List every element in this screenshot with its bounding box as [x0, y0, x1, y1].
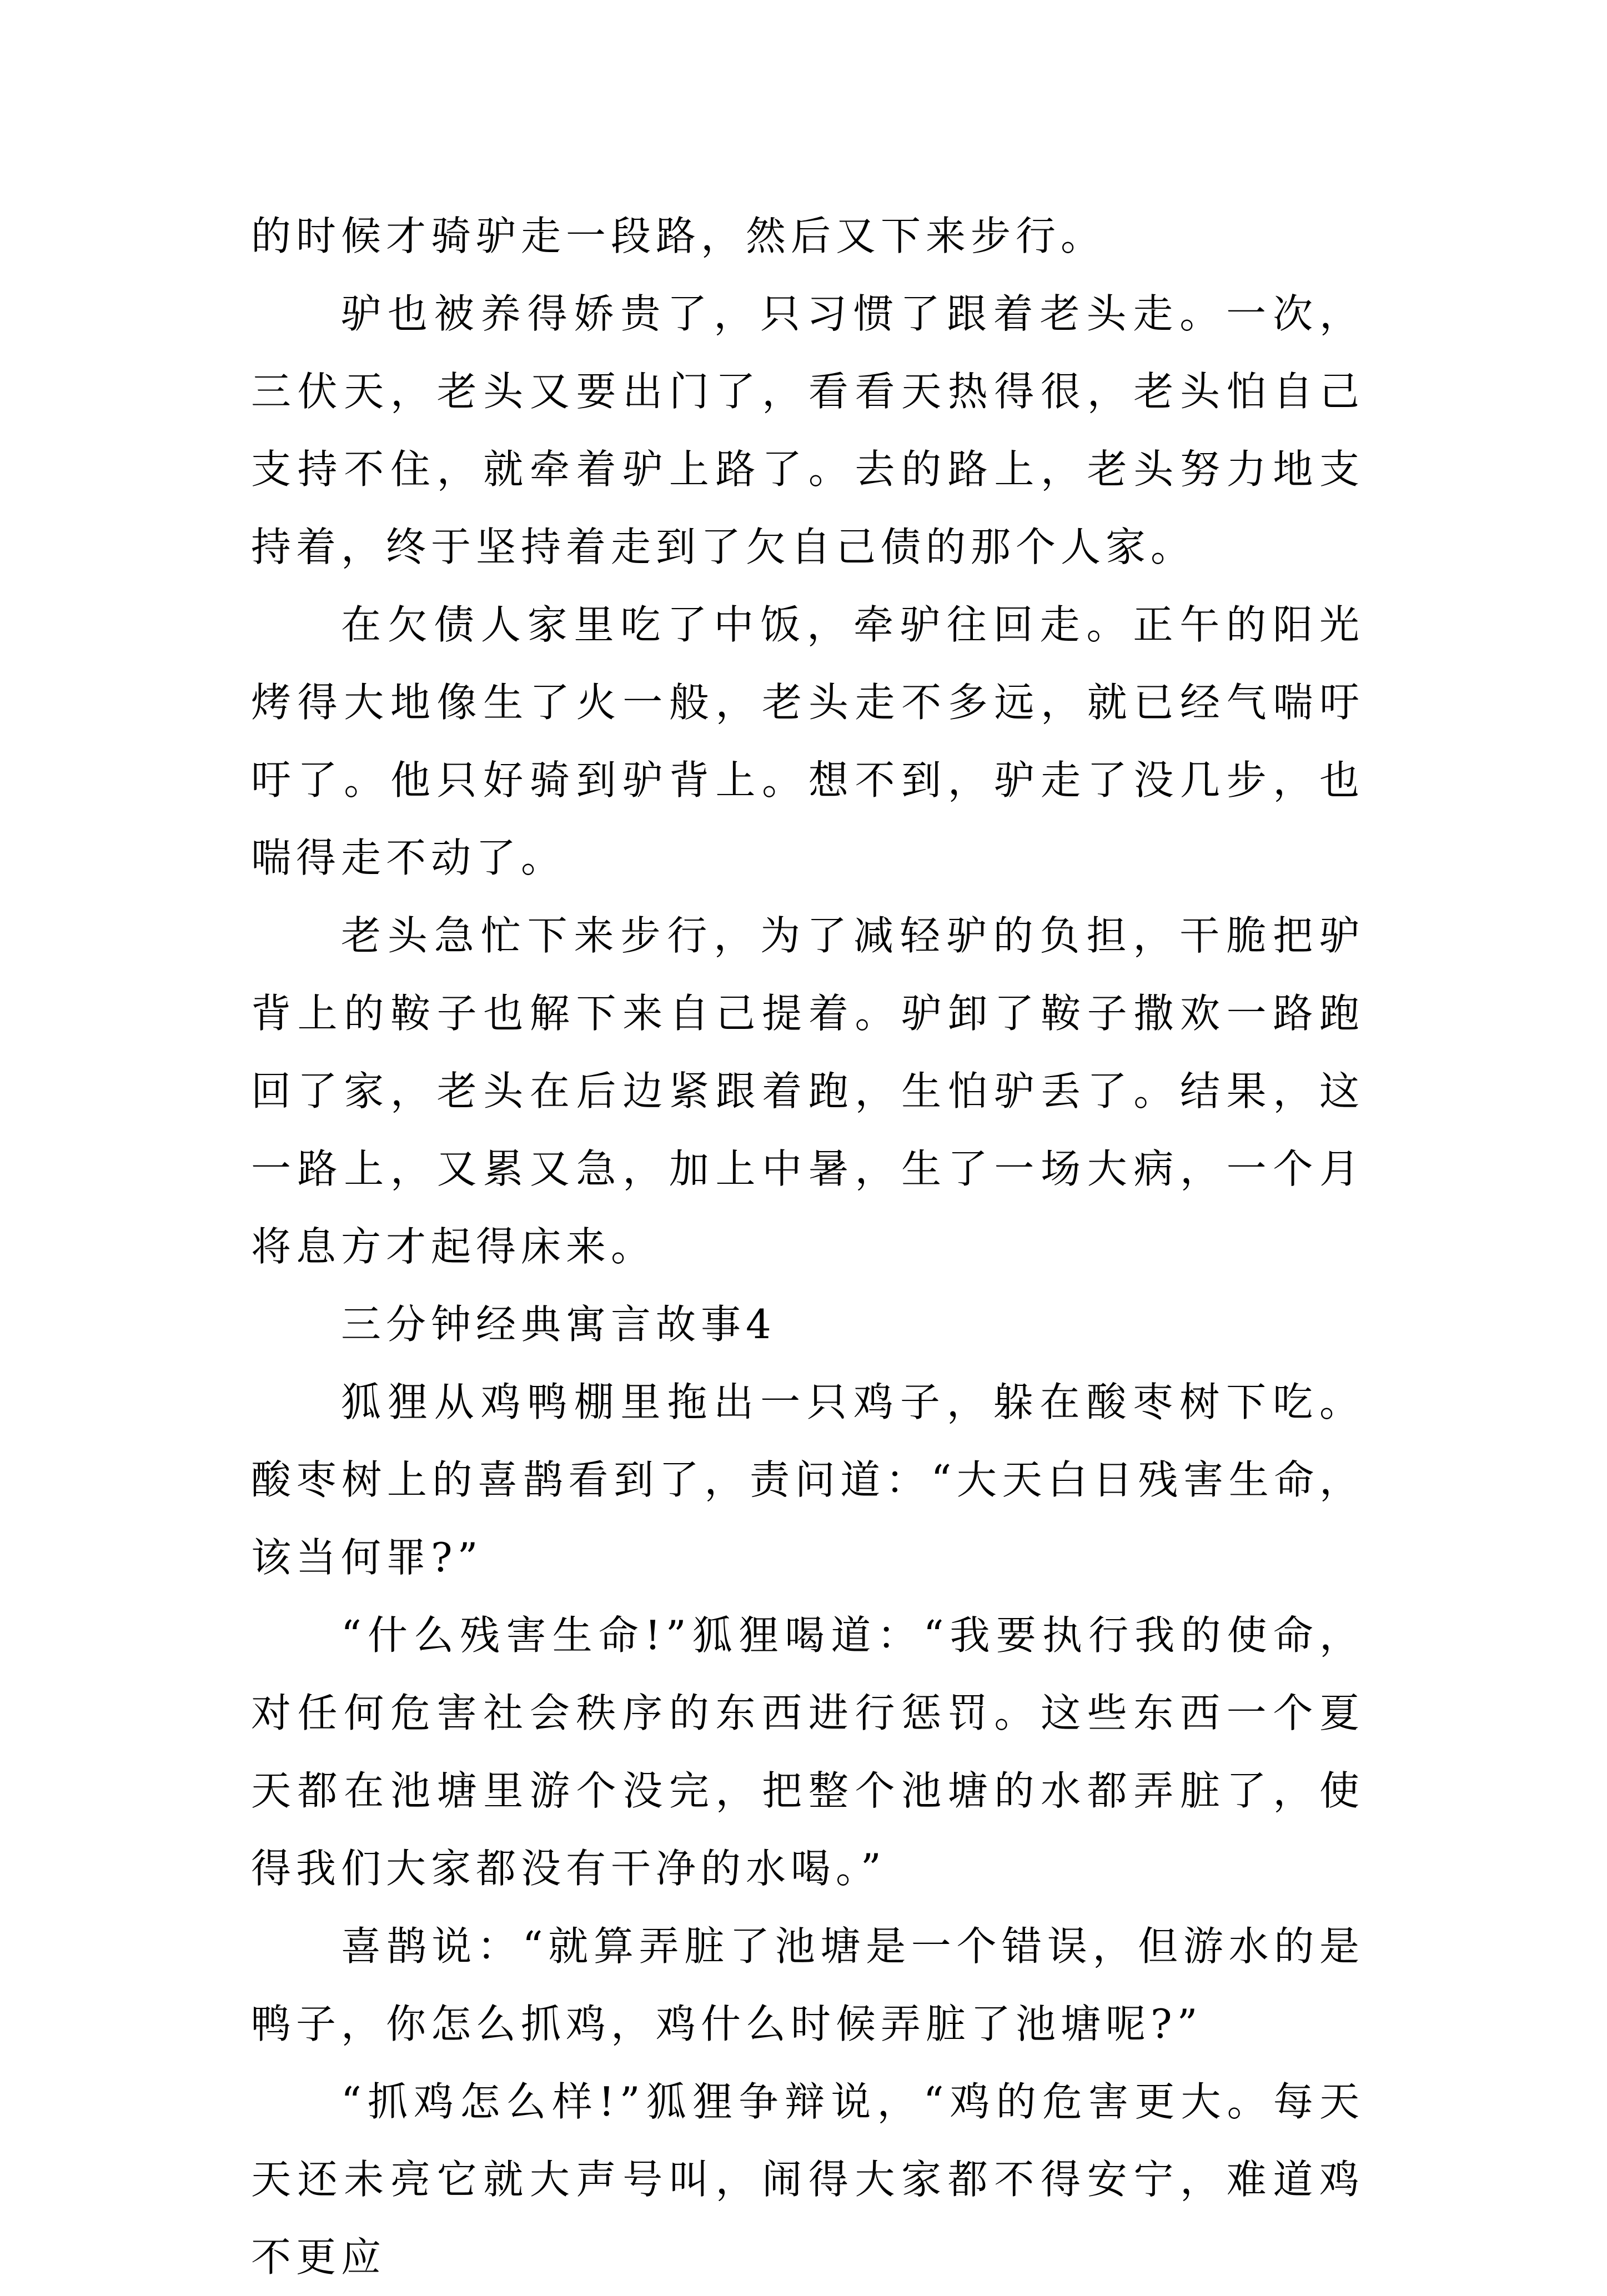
paragraph: 在欠债人家里吃了中饭，牵驴往回走。正午的阳光烤得大地像生了火一般，老头走不多远，就已经气喘吁吁了。他只好骑到驴背上。想不到，驴走了没几步，也喘得走不动了。	[251, 601, 1364, 881]
paragraph: 喜鹊说：“就算弄脏了池塘是一个错误，但游水的是鸭子，你怎么抓鸡，鸡什么时候弄脏了池塘呢?”	[251, 1923, 1364, 2047]
section-heading: 三分钟经典寓言故事4	[341, 1301, 776, 1348]
paragraph: 狐狸从鸡鸭棚里拖出一只鸡子，躲在酸枣树下吃。酸枣树上的喜鹊看到了，责问道：“大天白日残害生命，该当何罪?”	[251, 1379, 1364, 1581]
paragraph-continuation: 的时候才骑驴走一段路，然后又下来步行。	[251, 213, 1106, 259]
paragraph: 老头急忙下来步行，为了减轻驴的负担，干脆把驴背上的鞍子也解下来自己提着。驴卸了鞍子撒欢一路跑回了家，老头在后边紧跟着跑，生怕驴丢了。结果，这一路上，又累又急，加上中暑，生了一场大病，一个月将息方才起得床来。	[251, 912, 1364, 1270]
document-body	[251, 197, 1364, 2296]
paragraph: 驴也被养得娇贵了，只习惯了跟着老头走。一次，三伏天，老头又要出门了，看看天热得很，老头怕自己支持不住，就牵着驴上路了。去的路上，老头努力地支持着，终于坚持着走到了欠自己债的那个人家。	[251, 290, 1364, 570]
paragraph: “抓鸡怎么样!”狐狸争辩说，“鸡的危害更大。每天天还未亮它就大声号叫，闹得大家都不得安宁，难道鸡不更应	[251, 2078, 1364, 2280]
paragraph: “什么残害生命!”狐狸喝道：“我要执行我的使命，对任何危害社会秩序的东西进行惩罚。这些东西一个夏天都在池塘里游个没完，把整个池塘的水都弄脏了，使得我们大家都没有干净的水喝。”	[251, 1612, 1364, 1892]
